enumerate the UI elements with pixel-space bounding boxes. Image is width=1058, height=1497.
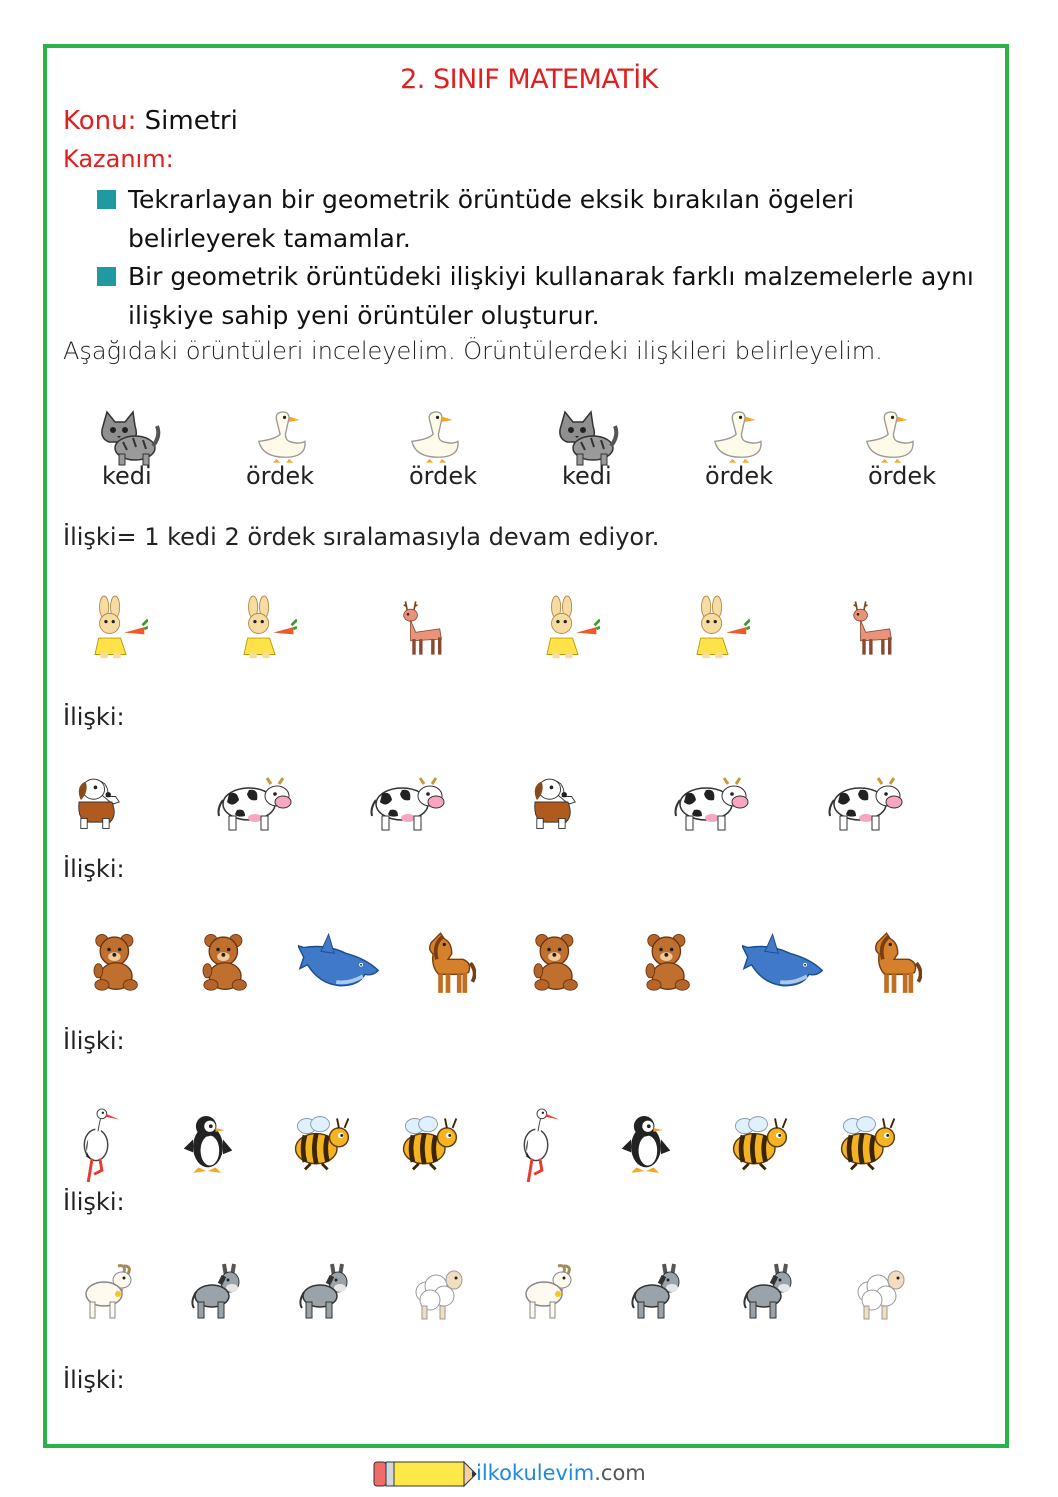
outcome-label: Kazanım: bbox=[63, 145, 174, 173]
example-label: ördek bbox=[246, 462, 315, 490]
relation-label: İlişki: bbox=[63, 855, 125, 883]
outcome-text: Tekrarlayan bir geometrik örüntüde eksik bırakılan ögeleri belirleyerek tamamlar. bbox=[128, 185, 855, 253]
dog-icon bbox=[524, 772, 588, 832]
relation-label: İlişki: bbox=[63, 1188, 125, 1216]
penguin-icon bbox=[618, 1110, 674, 1178]
cow-icon bbox=[826, 772, 906, 832]
rabbit-icon bbox=[536, 594, 600, 662]
instructions: Aşağıdaki örüntüleri inceleyelim. Örüntülerdeki ilişkileri belirleyelim. bbox=[63, 337, 883, 365]
cow-icon bbox=[672, 772, 752, 832]
example-label: ördek bbox=[868, 462, 937, 490]
deer-icon bbox=[390, 594, 450, 662]
bear-icon bbox=[526, 928, 588, 994]
example-label: ördek bbox=[409, 462, 478, 490]
bear-icon bbox=[638, 928, 700, 994]
stork-icon bbox=[72, 1106, 122, 1184]
rabbit-icon bbox=[233, 594, 297, 662]
relation-label: İlişki: bbox=[63, 1366, 125, 1394]
cat-icon bbox=[90, 406, 162, 466]
outcome-text: Bir geometrik örüntüdeki ilişkiyi kullanarak farklı malzemelerle aynı ilişkiye sahip yeni örüntüler oluşturur. bbox=[128, 262, 974, 330]
example-label: kedi bbox=[102, 462, 152, 490]
bee-icon bbox=[396, 1114, 462, 1172]
sheep-icon bbox=[850, 1262, 910, 1322]
goat-icon bbox=[78, 1262, 138, 1322]
page-title: 2. SINIF MATEMATİK bbox=[400, 64, 658, 95]
donkey-icon bbox=[628, 1262, 688, 1322]
dolphin-icon bbox=[742, 926, 828, 994]
donkey-icon bbox=[188, 1262, 248, 1322]
site-domain: .com bbox=[594, 1461, 646, 1485]
bear-icon bbox=[195, 928, 257, 994]
example-label: kedi bbox=[562, 462, 612, 490]
outcome-item-2 bbox=[97, 257, 987, 335]
topic-line bbox=[63, 106, 238, 136]
duck-icon bbox=[403, 406, 465, 466]
horse-icon bbox=[420, 930, 476, 998]
donkey-icon bbox=[296, 1262, 356, 1322]
bullet-square-icon bbox=[97, 190, 116, 209]
horse-icon bbox=[866, 930, 922, 998]
duck-icon bbox=[250, 406, 312, 466]
relation-label: İlişki: bbox=[63, 1027, 125, 1055]
goat-icon bbox=[518, 1262, 578, 1322]
example-label: ördek bbox=[705, 462, 774, 490]
duck-icon bbox=[706, 406, 768, 466]
example-relation: İlişki= 1 kedi 2 ördek sıralamasıyla devam ediyor. bbox=[63, 523, 660, 551]
site-name: ilkokulevim bbox=[476, 1461, 595, 1485]
bear-icon bbox=[86, 928, 148, 994]
bee-icon bbox=[726, 1114, 792, 1172]
donkey-icon bbox=[740, 1262, 800, 1322]
dog-icon bbox=[68, 772, 132, 832]
bee-icon bbox=[834, 1114, 900, 1172]
site-link[interactable] bbox=[476, 1461, 646, 1485]
rabbit-icon bbox=[686, 594, 750, 662]
cow-icon bbox=[215, 772, 295, 832]
cow-icon bbox=[368, 772, 448, 832]
penguin-icon bbox=[180, 1110, 236, 1178]
outcome-item-1 bbox=[97, 180, 987, 258]
sheep-icon bbox=[408, 1262, 468, 1322]
duck-icon bbox=[858, 406, 920, 466]
topic-value: Simetri bbox=[144, 106, 238, 136]
rabbit-icon bbox=[84, 594, 148, 662]
deer-icon bbox=[840, 594, 900, 662]
stork-icon bbox=[512, 1106, 562, 1184]
topic-label: Konu: bbox=[63, 106, 137, 136]
dolphin-icon bbox=[298, 926, 384, 994]
cat-icon bbox=[548, 406, 620, 466]
bullet-square-icon bbox=[97, 267, 116, 286]
bee-icon bbox=[288, 1114, 354, 1172]
relation-label: İlişki: bbox=[63, 703, 125, 731]
